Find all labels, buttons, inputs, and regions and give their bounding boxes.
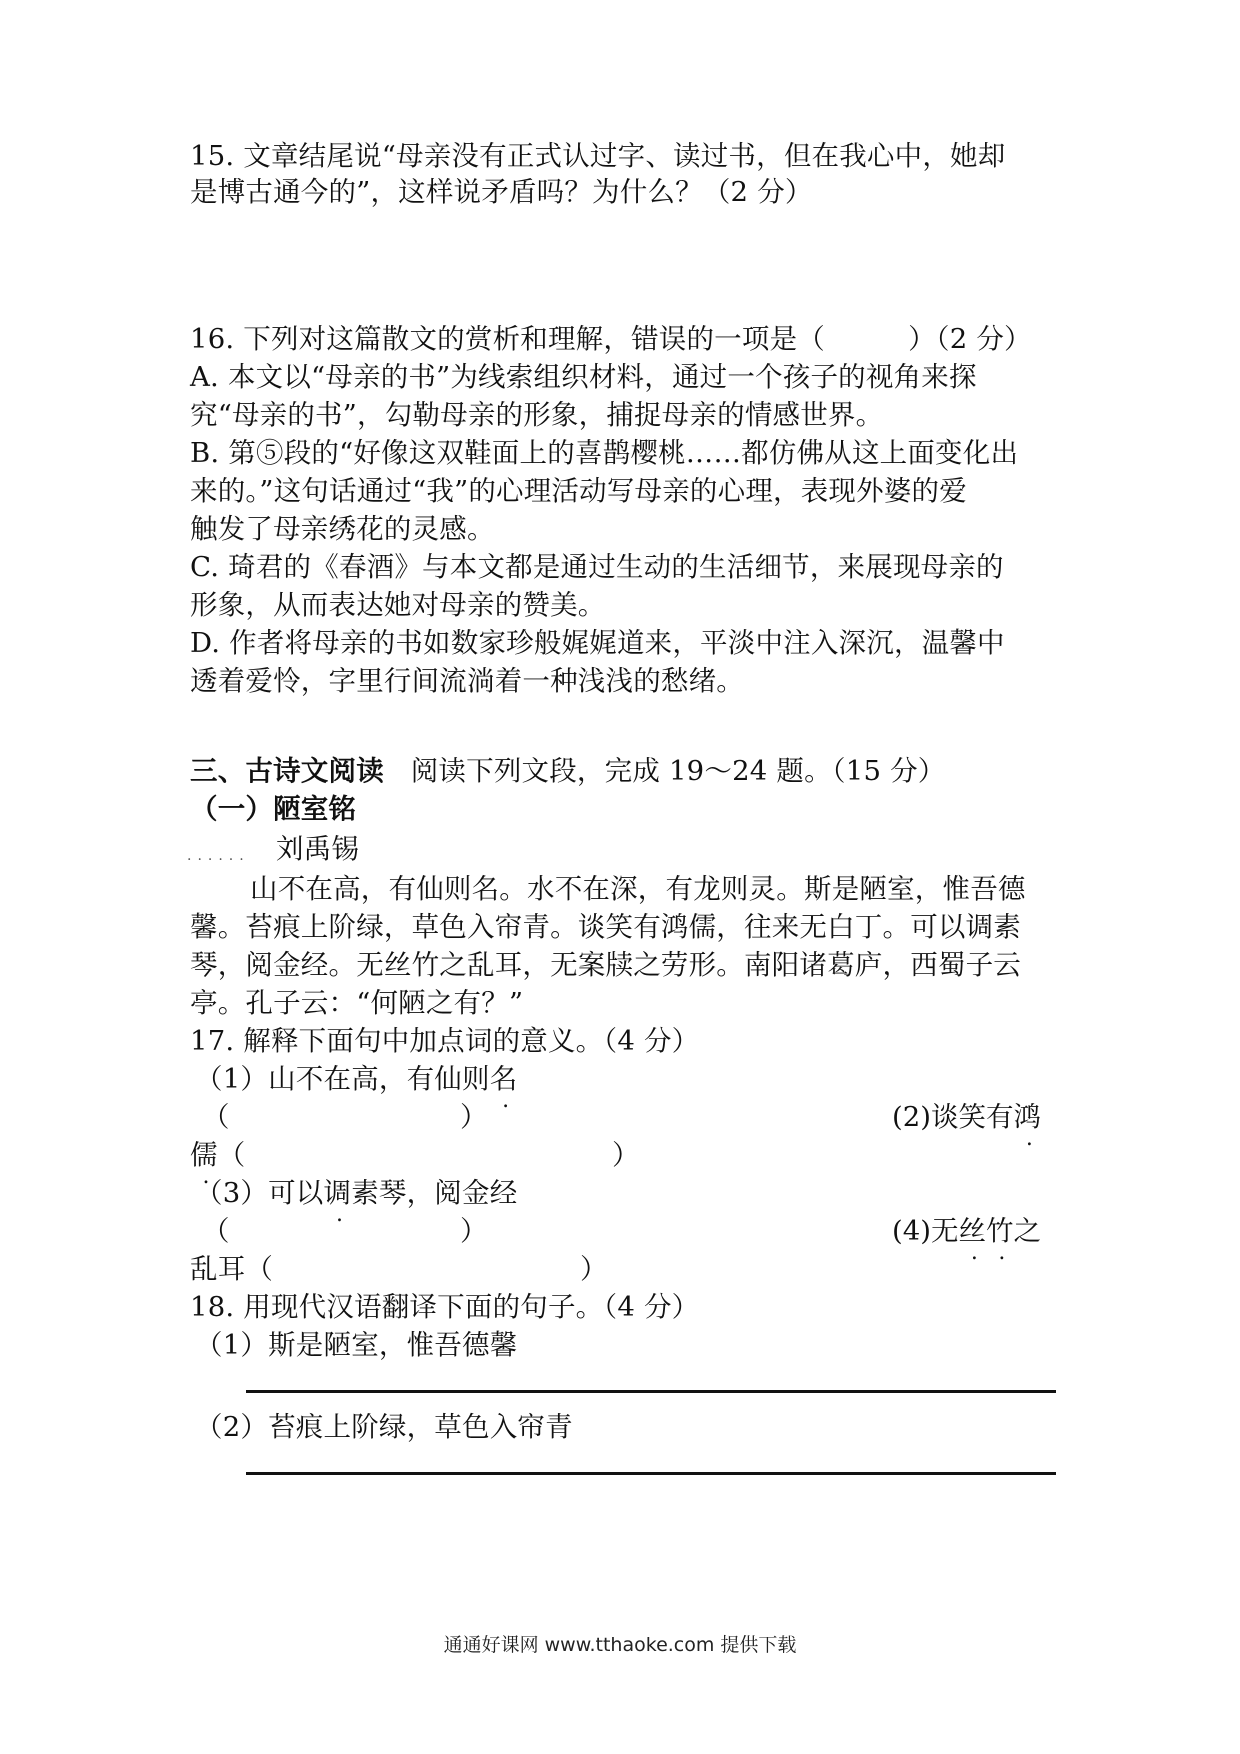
answer-line-1[interactable] bbox=[246, 1390, 1056, 1393]
q17-blank-2-open: （ bbox=[217, 1139, 246, 1171]
q17-blank-2-close: ） bbox=[612, 1139, 640, 1171]
q16-option-c-line-1: C. 琦君的《春酒》与本文都是通过生动的生活细节，来展现母亲的 bbox=[190, 551, 1004, 583]
q17-item-2-cont bbox=[190, 1136, 245, 1174]
q17-blank-1-close: ） bbox=[460, 1101, 488, 1133]
emphasis-dot-word: 名 bbox=[489, 1063, 518, 1095]
q16-stem: 16. 下列对这篇散文的赏析和理解，错误的一项是（ ）（2 分） bbox=[190, 323, 1032, 355]
q17-item-4-text-end: 之 bbox=[1013, 1215, 1041, 1247]
emphasis-dot-word: 调 bbox=[323, 1177, 352, 1209]
q17-item-4-cont-text: 乱耳 bbox=[190, 1253, 246, 1285]
dotted-leader: ...... bbox=[187, 848, 250, 864]
q17-blank-1-open: （ bbox=[202, 1101, 230, 1133]
q18-sentence-1: （1）斯是陋室，惟吾德馨 bbox=[195, 1329, 518, 1361]
q17-item-4-text: (4)无 bbox=[892, 1215, 959, 1247]
emphasis-dot-word: 竹 bbox=[985, 1215, 1014, 1247]
poem-author: 刘禹锡 bbox=[276, 833, 360, 865]
q17-item-2 bbox=[892, 1098, 1041, 1136]
q17-item-3-text: （3）可以 bbox=[195, 1177, 324, 1209]
q16-option-b-line-3: 触发了母亲绣花的灵感。 bbox=[190, 513, 495, 545]
q16-option-a-line-1: A. 本文以“母亲的书”为线索组织材料，通过一个孩子的视角来探 bbox=[190, 361, 977, 393]
section-3-header bbox=[190, 752, 946, 790]
q17-item-1 bbox=[195, 1060, 517, 1098]
emphasis-dot-word: 儒 bbox=[190, 1139, 218, 1171]
q17-item-1-text: （1）山不在高，有仙则 bbox=[195, 1063, 490, 1095]
emphasis-dot-word: 鸿 bbox=[1013, 1101, 1041, 1133]
poem-para-line-2: 馨。苔痕上阶绿，草色入帘青。谈笑有鸿儒，往来无白丁。可以调素 bbox=[190, 911, 1021, 943]
q17-blank-4-open: （ bbox=[245, 1253, 274, 1285]
q15-line-1: 15. 文章结尾说“母亲没有正式认过字、读过书，但在我心中，她却 bbox=[190, 140, 1006, 172]
q17-blank-3-open: （ bbox=[202, 1215, 230, 1247]
poem-para-line-3: 琴，阅金经。无丝竹之乱耳，无案牍之劳形。南阳诸葛庐，西蜀子云 bbox=[190, 949, 1021, 981]
poem-title: （一）陋室铭 bbox=[190, 793, 357, 825]
q18-sentence-2: （2）苔痕上阶绿，草色入帘青 bbox=[195, 1411, 573, 1443]
q16-option-b-line-2: 来的。”这句话通过“我”的心理活动写母亲的心理，表现外婆的爱 bbox=[190, 475, 967, 507]
q17-item-4-cont bbox=[190, 1250, 273, 1288]
q16-option-a-line-2: 究“母亲的书”，勾勒母亲的形象，捕捉母亲的情感世界。 bbox=[190, 399, 884, 431]
q15-line-2: 是博古通今的”，这样说矛盾吗？为什么？（2 分） bbox=[190, 176, 813, 208]
q16-option-d-line-2: 透着爱怜，字里行间流淌着一种浅浅的愁绪。 bbox=[190, 665, 744, 697]
poem-para-line-1: 山不在高，有仙则名。水不在深，有龙则灵。斯是陋室，惟吾德 bbox=[250, 873, 1026, 905]
q17-blank-4-close: ） bbox=[580, 1253, 608, 1285]
section-3-instruction: 阅读下列文段，完成 19～24 题。（15 分） bbox=[410, 755, 946, 787]
q17-item-3 bbox=[195, 1174, 517, 1212]
q16-option-c-line-2: 形象，从而表达她对母亲的赞美。 bbox=[190, 589, 606, 621]
q16-option-d-line-1: D. 作者将母亲的书如数家珍般娓娓道来，平淡中注入深沉，温馨中 bbox=[190, 627, 1005, 659]
q17-item-4 bbox=[892, 1212, 1041, 1250]
answer-line-2[interactable] bbox=[246, 1472, 1056, 1475]
q16-option-b-line-1: B. 第⑤段的“好像这双鞋面上的喜鹊樱桃……都仿佛从这上面变化出 bbox=[190, 437, 1019, 469]
q17-item-3-text-end: 素琴，阅金经 bbox=[351, 1177, 518, 1209]
q17-stem: 17. 解释下面句中加点词的意义。（4 分） bbox=[190, 1025, 700, 1057]
footer-watermark: 通通好课网 www.tthaoke.com 提供下载 bbox=[443, 1634, 797, 1656]
section-3-heading: 三、古诗文阅读 bbox=[190, 755, 384, 787]
emphasis-dot-word: 丝 bbox=[958, 1215, 986, 1247]
q17-item-2-text: (2)谈笑有 bbox=[892, 1101, 1014, 1133]
q18-stem: 18. 用现代汉语翻译下面的句子。（4 分） bbox=[190, 1291, 700, 1323]
poem-para-line-4: 亭。孔子云：“何陋之有？” bbox=[190, 987, 524, 1019]
q17-blank-3-close: ） bbox=[460, 1215, 488, 1247]
